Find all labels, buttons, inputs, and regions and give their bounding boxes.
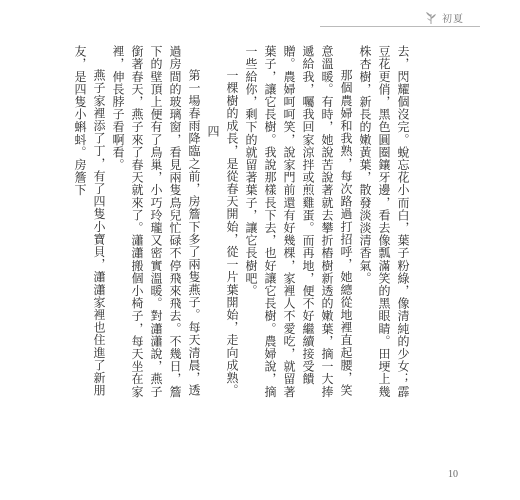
vertical-text-body (73, 45, 412, 400)
paragraph: 去，閃耀個沒完。蛻忘花小而白，葉子粉綠，像清純的少女；霹豆花更俏，黑色圓圈鑲牙邊，看去像瓢滿笑的黑眼睛。田埂上幾株杏樹，新長的嫩黃葉，散發淡淡清香氣。 (358, 45, 410, 398)
paragraph: 第一場春雨降臨之前，房簷下多了兩隻燕子。每天清晨，透過房間的玻璃窗，看見兩隻鳥兒忙碌不停飛來飛去。不幾日，簷下的壁頂上便有了鳥巢，小巧玲瓏又密實溫暖。對瀟瀟說，燕子銜著春天，燕子來了春天就來了。瀟瀟搬個小椅子，每天坐在家裡，伸長脖子看啊看。 (111, 45, 201, 398)
leaf-sprig-icon (424, 11, 438, 25)
chapter-title: 初夏 (442, 14, 464, 25)
running-header (424, 10, 464, 25)
page-number: 10 (448, 469, 458, 480)
paragraph: 一棵樹的成長，是從春天開始，從一片葉開始，走向成熟。 (225, 69, 239, 397)
paragraph: 那個農婦和我熟，每次路過打招呼，她總從地裡直起腰，笑意溫暖。有時，她說苦說著就去攀折樁樹新透的嫩葉，摘一大捧遞給我，囑我回家涼拌或煎雞蛋。而再地，便不好繼續接受饋贈。農婦呵呵笑，說家門前還有好幾棵，家裡人不愛吃，就留著葉子，讓它長樹。我說那樣長下去，也好讓它長樹。農婦說，摘一些給你，剩下的就留著葉子，讓它長樹吧。 (244, 45, 353, 398)
header-rule (320, 26, 480, 27)
section-number: 四 (206, 125, 220, 139)
paragraph: 燕子家裡添了丁，有了四隻小寶貝，瀟瀟家裡也住進了新朋友，是四隻小蝌蚪。房簷下 (73, 45, 106, 397)
